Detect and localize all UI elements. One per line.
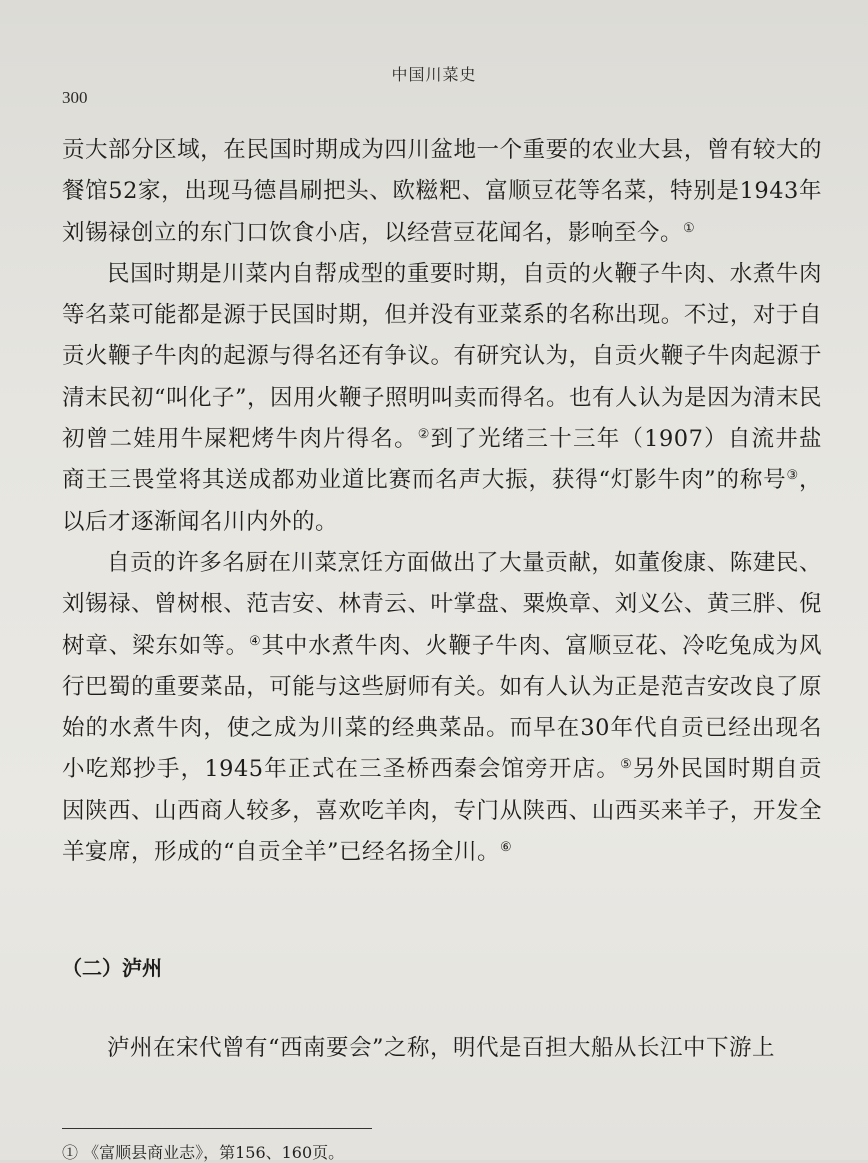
text-segment: 另外民国时期自贡因陕西、山西商人较多，喜欢吃羊肉，专门从陕西、山西买来羊子，开发全羊宴席，形成的“自贡全羊”已经名扬全川。	[62, 756, 822, 866]
body-text	[62, 130, 822, 873]
paragraph-4: 泸州在宋代曾有“西南要会”之称，明代是百担大船从长江中下游上	[107, 1035, 776, 1061]
footnote-marker-4: ④	[248, 633, 262, 649]
text-segment: 其中水煮牛肉、火鞭子牛肉、富顺豆花、冷吃兔成为风行巴蜀的重要菜品，可能与这些厨师有关。如有人认为正是范吉安改良了原始的水煮牛肉，使之成为川菜的经典菜品。而早在30年代自贡已经出现名小吃郑抄手，1945年正式在三圣桥西秦会馆旁开店。	[62, 632, 822, 783]
page-number: 300	[62, 88, 88, 107]
footnote-marker-5: ⑤	[620, 757, 633, 773]
text-segment: 民国时期是川菜内自帮成型的重要时期，自贡的火鞭子牛肉、水煮牛肉等名菜可能都是源于民国时期，但并没有亚菜系的名称出现。不过，对于自贡火鞭子牛肉的起源与得名还有争议。有研究认为，自贡火鞭子牛肉起源于清末民初“叫化子”，因用火鞭子照明叫卖而得名。也有人认为是因为清末民初曾二娃用牛屎粑烤牛肉片得名。	[62, 260, 823, 453]
text-segment: 贡大部分区域，在民国时期成为四川盆地一个重要的农业大县，曾有较大的餐馆52家，出现马德昌刷把头、欧糍粑、富顺豆花等名菜，特别是1943年刘锡禄创立的东门口饮食小店，以经营豆花闻名，影响至今。	[62, 137, 822, 246]
footnote-marker-1: ①	[683, 220, 696, 236]
footnote-marker-2: ②	[417, 427, 431, 443]
running-header: 中国川菜史	[391, 65, 477, 84]
section-heading: （二）泸州	[62, 956, 162, 980]
footnote-marker-6: ⑥	[500, 840, 513, 856]
footnote-marker-3: ③	[786, 468, 799, 484]
text-segment: 自贡的许多名厨在川菜烹饪方面做出了大量贡献，如董俊康、陈建民、刘锡禄、曾树根、范吉安、林青云、叶掌盘、粟焕章、刘义公、黄三胖、倪树章、梁东如等。	[62, 549, 822, 659]
text-segment: ，以后才逐渐闻名川内外的。	[62, 467, 822, 535]
paragraph-2	[62, 254, 822, 543]
text-segment: 到了光绪三十三年（1907）自流井盐商王三畏堂将其送成都劝业道比赛而名声大振，获得“灯影牛肉”的称号	[62, 426, 822, 494]
paragraph-3	[62, 543, 822, 873]
footnote-divider	[62, 1128, 372, 1129]
footnote-1: ① 《富顺县商业志》，第156、160页。	[62, 1143, 345, 1162]
paragraph-1	[62, 130, 822, 254]
